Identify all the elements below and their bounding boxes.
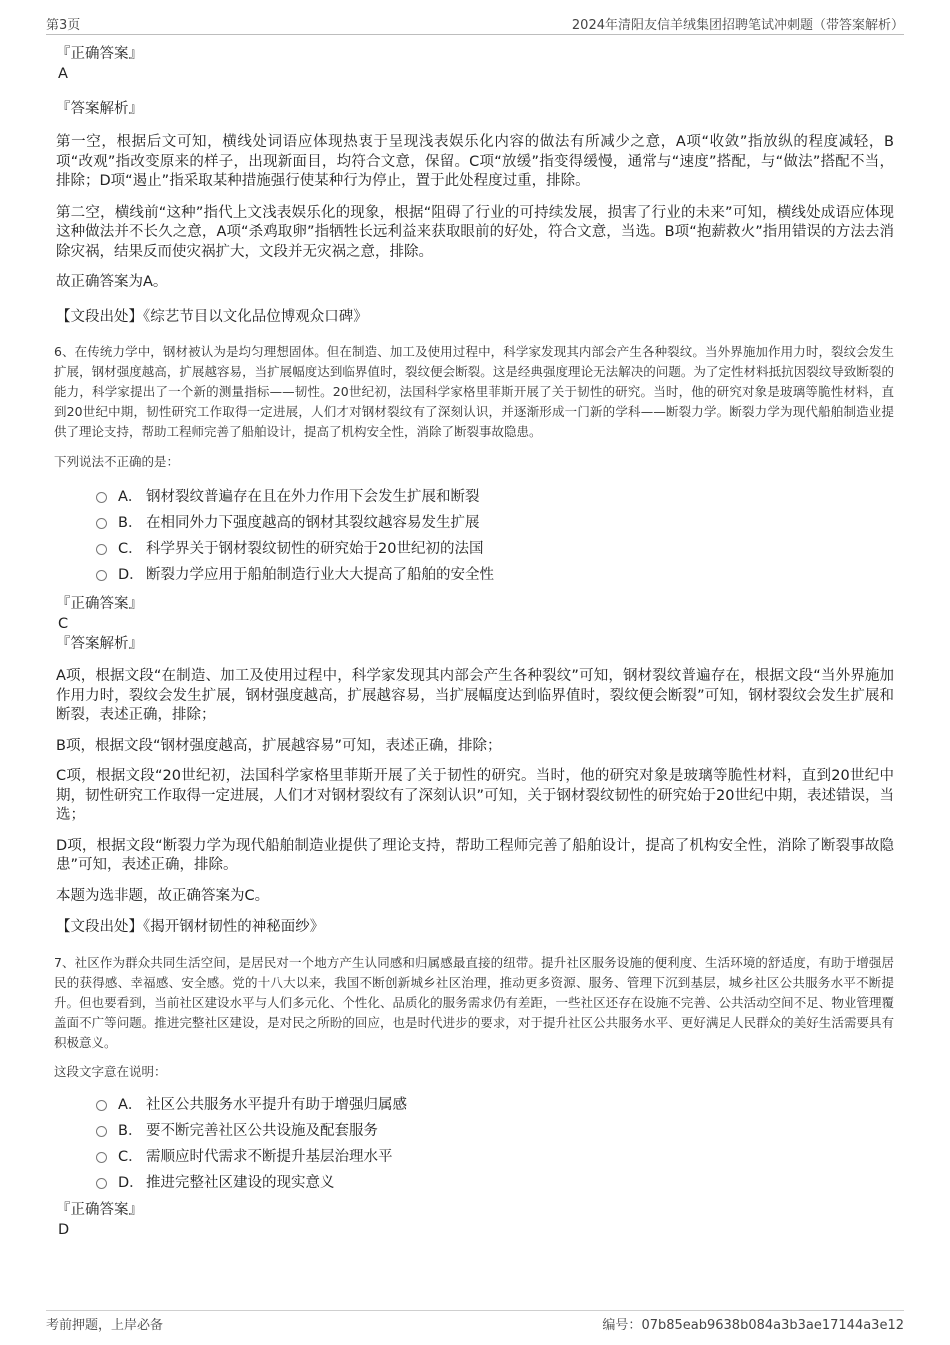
q6-question-text: 6、在传统力学中，钢材被认为是均匀理想固体。但在制造、加工及使用过程中，科学家发现其内部会产生各种裂纹。当外界施加作用力时，裂纹会发生扩展，钢材强度越高，扩展越容易，当扩展幅度达到临界值时，裂纹便会断裂。这是经典强度理论无法解决的问题。为了定性材料抵抗因裂纹导致断裂的能力，科学家提出了一个新的测量指标——韧性。20世纪初，法国科学家格里菲斯开展了关于韧性的研究。当时，他的研究对象是玻璃等脆性材料，直到20世纪中期，韧性研究工作取得一定进展，人们才对钢材裂纹有了深刻认识，并逐渐形成一门新的学科——断裂力学。断裂力学为现代船舶制造业提供了理论支持，帮助工程师完善了船舶设计，提高了机构安全性，消除了断裂事故隐患。 (54, 344, 894, 439)
option-text: 断裂力学应用于船舶制造行业大大提高了船舶的安全性 (146, 567, 494, 583)
q6-option-b[interactable] (96, 510, 894, 536)
q6-prompt: 下列说法不正确的是： (54, 454, 180, 469)
q5-source (56, 308, 894, 328)
q7-answer-label: 『正确答案』 (56, 1201, 143, 1218)
q6-analysis-label: 『答案解析』 (56, 636, 143, 652)
q5-answer-label: 『正确答案』 (56, 46, 143, 62)
q6-analysis-paragraph: A项，根据文段“在制造、加工及使用过程中，科学家发现其内部会产生各种裂纹”可知，钢材裂纹普遍存在，根据文段“当外界施加作用力时，裂纹会发生扩展，钢材强度越高，扩展越容易，当扩展幅度达到临界值时，裂纹便会断裂”可知，钢材裂纹会发生扩展和断裂，表述正确，排除； (56, 668, 894, 723)
option-text: 需顺应时代需求不断提升基层治理水平 (146, 1148, 393, 1165)
q6-conclusion: 本题为选非题，故正确答案为C。 (56, 887, 270, 904)
q6-source-label: 【文段出处】 (56, 919, 143, 935)
page-header (46, 12, 904, 35)
page-footer (46, 1310, 904, 1335)
q7-option-d[interactable] (96, 1170, 894, 1196)
q5-source-label: 【文段出处】 (56, 308, 143, 325)
q6-option-c[interactable] (96, 536, 894, 562)
q5-conclusion: 故正确答案为A。 (56, 274, 168, 290)
q5-analysis-paragraph: 第二空，横线前“这种”指代上文浅表娱乐化的现象，根据“阻碍了行业的可持续发展，损害了行业的未来”可知，横线处成语应体现这种做法并不长久之意，A项“杀鸡取卵”指牺牲长远利益来获取眼前的好处，符合文意，当选。B项“抱薪救火”指用错误的方法去消除灾祸，结果反而使灾祸扩大，文段并无灾祸之意，排除。 (56, 204, 894, 260)
q5-analysis-paragraph: 第一空，根据后文可知，横线处词语应体现热衷于呈现浅表娱乐化内容的做法有所减少之意，A项“收敛”指放纵的程度减轻，B项“改观”指改变原来的样子，出现新面目，均符合文意，保留。C项“放缓”指变得缓慢，通常与“速度”搭配，与“做法”搭配不当，排除；D项“遏止”指采取某种措施强行使某种行为停止，置于此处程度过重，排除。 (56, 134, 894, 189)
option-letter: C． (118, 1148, 143, 1165)
radio-button-icon[interactable] (96, 518, 107, 529)
q6-source-title: 《揭开钢材韧性的神秘面纱》 (143, 919, 325, 935)
q7-question-text: 7、社区作为群众共同生活空间，是居民对一个地方产生认同感和归属感最直接的纽带。提升社区服务设施的便利度、生活环境的舒适度，有助于增强居民的获得感、幸福感、安全感。党的十八大以来，我国不断创新城乡社区治理，推动更多资源、服务、管理下沉到基层，城乡社区公共服务水平不断提升。但也要看到，当前社区建设水平与人们多元化、个性化、品质化的服务需求仍有差距，一些社区还存在设施不完善、公共活动空间不足、物业管理覆盖面不广等问题。推进完整社区建设，是对民之所盼的回应，也是时代进步的要求，对于提升社区公共服务水平、更好满足人民群众的美好生活需要具有积极意义。 (54, 954, 894, 1050)
option-letter: C． (118, 541, 143, 557)
code-label: 编号： (602, 1318, 642, 1333)
q6-answer: C (58, 616, 69, 632)
q6-source (56, 918, 894, 938)
code-value: 07b85eab9638b084a3b3ae17144a3e12 (641, 1318, 904, 1333)
option-text: 社区公共服务水平提升有助于增强归属感 (146, 1096, 407, 1113)
radio-button-icon[interactable] (96, 1100, 107, 1111)
option-text: 科学界关于钢材裂纹韧性的研究始于20世纪初的法国 (146, 541, 484, 557)
option-text: 推进完整社区建设的现实意义 (146, 1174, 335, 1191)
option-letter: B． (118, 515, 143, 531)
q6-analysis-paragraph: D项，根据文段“断裂力学为现代船舶制造业提供了理论支持，帮助工程师完善了船舶设计，提高了机构安全性，消除了断裂事故隐患”可知，表述正确，排除。 (56, 837, 894, 873)
radio-button-icon[interactable] (96, 1126, 107, 1137)
q7-prompt: 这段文字意在说明： (54, 1063, 167, 1079)
q7-option-a[interactable] (96, 1092, 894, 1118)
radio-button-icon[interactable] (96, 544, 107, 555)
q5-analysis-label: 『答案解析』 (56, 101, 143, 117)
q7-option-c[interactable] (96, 1144, 894, 1170)
q6-analysis-paragraph: C项，根据文段“20世纪初，法国科学家格里菲斯开展了关于韧性的研究。当时，他的研究对象是玻璃等脆性材料，直到20世纪中期，韧性研究工作取得一定进展，人们才对钢材裂纹有了深刻认识”可知，关于钢材裂纹韧性的研究始于20世纪中期，表述错误，当选； (56, 768, 894, 823)
q6-options (56, 484, 894, 588)
document-title: 2024年清阳友信羊绒集团招聘笔试冲刺题（带答案解析） (571, 18, 904, 33)
q6-option-a[interactable] (96, 484, 894, 510)
q6-analysis-paragraph: B项，根据文段“钢材强度越高，扩展越容易”可知，表述正确，排除； (56, 737, 502, 754)
q5-source-title: 《综艺节目以文化品位博观众口碑》 (143, 308, 368, 325)
q6-option-d[interactable] (96, 562, 894, 588)
radio-button-icon[interactable] (96, 570, 107, 581)
radio-button-icon[interactable] (96, 1178, 107, 1189)
page-number: 第3页 (46, 18, 81, 33)
radio-button-icon[interactable] (96, 1152, 107, 1163)
radio-button-icon[interactable] (96, 492, 107, 503)
q6-answer-label: 『正确答案』 (56, 596, 143, 612)
q7-answer: D (58, 1221, 70, 1238)
option-text: 在相同外力下强度越高的钢材其裂纹越容易发生扩展 (146, 515, 480, 531)
option-text: 钢材裂纹普遍存在且在外力作用下会发生扩展和断裂 (146, 489, 480, 505)
option-letter: D． (118, 567, 144, 583)
option-letter: D． (118, 1174, 144, 1191)
q5-answer: A (58, 66, 68, 82)
document-code (602, 1314, 904, 1333)
option-letter: A． (118, 1096, 143, 1113)
q7-options (56, 1092, 894, 1196)
footer-slogan: 考前押题，上岸必备 (46, 1318, 164, 1333)
document-body (56, 44, 894, 1240)
q7-option-b[interactable] (96, 1118, 894, 1144)
option-letter: A． (118, 489, 143, 505)
option-text: 要不断完善社区公共设施及配套服务 (146, 1122, 378, 1139)
option-letter: B． (118, 1122, 143, 1139)
